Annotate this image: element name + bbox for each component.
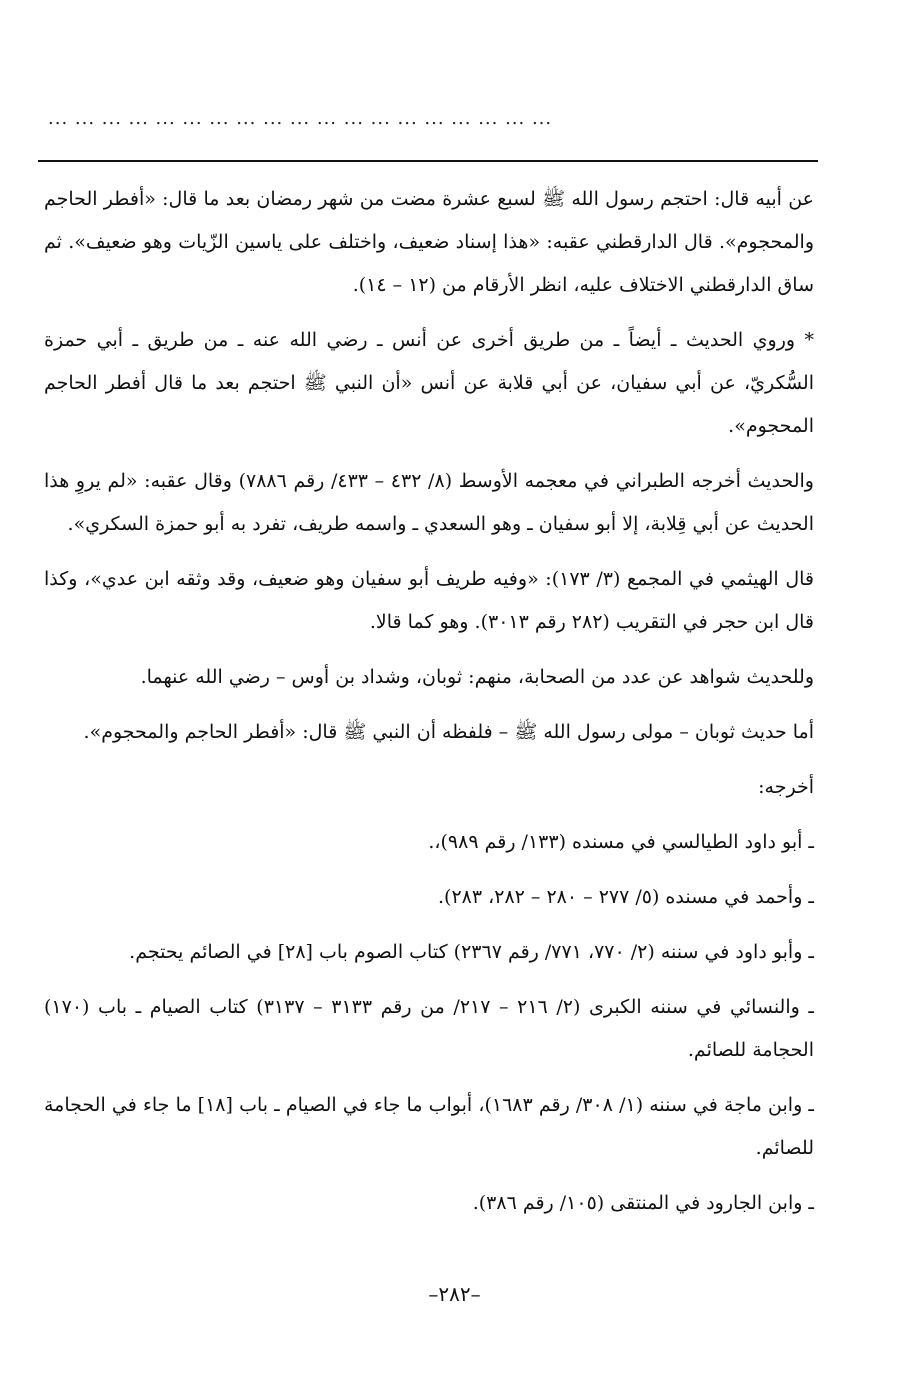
paragraph: والحديث أخرجه الطبراني في معجمه الأوسط (٨/ ٤٣٢ – ٤٣٣/ رقم ٧٨٨٦) وقال عقبه: «لم يروِ هذا الحديث عن أبي قِلابة، إلا أبو سفيان ـ وهو السعدي ـ واسمه طريف، تفرد به أبو حمزة السكري». xyxy=(44,470,814,535)
list-item: ـ والنسائي في سننه الكبرى (٢/ ٢١٦ – ٢١٧/ من رقم ٣١٣٣ – ٣١٣٧) كتاب الصيام ـ باب (١٧٠) الحجامة للصائم. xyxy=(44,996,814,1061)
footnote-body xyxy=(44,178,814,1237)
list-item: ـ وأبو داود في سننه (٢/ ٧٧٠، ٧٧١/ رقم ٢٣٦٧) كتاب الصوم باب [٢٨] في الصائم يحتجم. xyxy=(129,941,814,963)
paragraph: أما حديث ثوبان – مولى رسول الله ﷺ – فلفظه أن النبي ﷺ قال: «أفطر الحاجم والمحجوم». xyxy=(83,721,814,743)
paragraph: * وروي الحديث ـ أيضاً ـ من طريق أخرى عن أنس ـ رضي الله عنه ـ من طريق ـ أبي حمزة السُّكريّ، عن أبي سفيان، عن أبي قلابة عن أنس «أن النبي ﷺ احتجم بعد ما قال أفطر الحاجم المحجوم». xyxy=(44,329,814,437)
separator-dots: ... ... ... ... ... ... ... ... ... ... ... ... ... ... ... ... ... ... ... xyxy=(48,108,553,129)
paragraph: وللحديث شواهد عن عدد من الصحابة، منهم: ثوبان، وشداد بن أوس – رضي الله عنهما. xyxy=(140,666,814,688)
paragraph: أخرجه: xyxy=(758,776,814,798)
footnote-rule xyxy=(38,160,818,162)
page-number: –٢٨٢– xyxy=(428,1282,481,1306)
list-item: ـ وابن ماجة في سننه (١/ ٣٠٨/ رقم ١٦٨٣)، أبواب ما جاء في الصيام ـ باب [١٨] ما جاء في الحجامة للصائم. xyxy=(44,1094,814,1159)
list-item: ـ أبو داود الطيالسي في مسنده (١٣٣/ رقم ٩٨٩)،. xyxy=(428,831,814,853)
list-item: ـ وابن الجارود في المنتقى (١٠٥/ رقم ٣٨٦). xyxy=(472,1192,814,1214)
paragraph: عن أبيه قال: احتجم رسول الله ﷺ لسبع عشرة مضت من شهر رمضان بعد ما قال: «أفطر الحاجم والمحجوم». قال الدارقطني عقبه: «هذا إسناد ضعيف، واختلف على ياسين الزّيات وهو ضعيف». ثم ساق الدارقطني الاختلاف عليه، انظر الأرقام من (١٢ – ١٤). xyxy=(44,188,814,296)
paragraph: قال الهيثمي في المجمع (٣/ ١٧٣): «وفيه طريف أبو سفيان وهو ضعيف، وقد وثقه ابن عدي»، وكذا قال ابن حجر في التقريب (٢٨٢ رقم ٣٠١٣). وهو كما قالا. xyxy=(44,568,814,633)
list-item: ـ وأحمد في مسنده (٥/ ٢٧٧ – ٢٨٠ – ٢٨٢، ٢٨٣). xyxy=(438,886,814,908)
